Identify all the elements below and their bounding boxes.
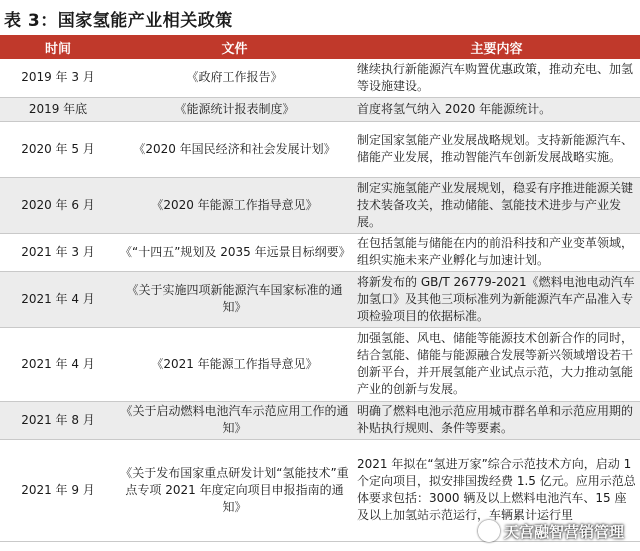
cell-content: 将新发布的 GB/T 26779-2021《燃料电池电动汽车加氢口》及其他三项标准列为新能源汽车产品准入专项检验项目的依据标准。 [353, 271, 640, 327]
policy-table [0, 35, 640, 542]
cell-time: 2021 年 8 月 [0, 401, 116, 439]
table-row [0, 271, 640, 327]
cell-time: 2021 年 3 月 [0, 233, 116, 271]
cell-time: 2020 年 6 月 [0, 177, 116, 233]
cell-time: 2021 年 4 月 [0, 271, 116, 327]
cell-document: 《2021 年能源工作指导意见》 [116, 327, 353, 401]
header-time: 时间 [0, 35, 116, 59]
cell-document: 《政府工作报告》 [116, 59, 353, 97]
cell-content: 2021 年拟在“氢进万家”综合示范技术方向，启动 1 个定向项目，拟安排国拨经费 1.5 亿元。应用示范总体要求包括：3000 辆及以上燃料电池汽车、15 座及以上加氢站示范运行，车辆累计运行里 [353, 439, 640, 541]
cell-document: 《2020 年国民经济和社会发展计划》 [116, 121, 353, 177]
header-document: 文件 [116, 35, 353, 59]
cell-document: 《关于实施四项新能源汽车国家标准的通知》 [116, 271, 353, 327]
cell-content: 明确了燃料电池示范应用城市群名单和示范应用期的补贴执行规则、条件等要素。 [353, 401, 640, 439]
cell-document: 《“十四五”规划及 2035 年远景目标纲要》 [116, 233, 353, 271]
cell-content: 首度将氢气纳入 2020 年能源统计。 [353, 97, 640, 121]
cell-time: 2019 年底 [0, 97, 116, 121]
table-row [0, 401, 640, 439]
cell-time: 2020 年 5 月 [0, 121, 116, 177]
cell-content: 加强氢能、风电、储能等能源技术创新合作的同时，结合氢能、储能与能源融合发展等新兴领域增设若干创新平台，并开展氢能产业试点示范，大力推动氢能产业的创新与发展。 [353, 327, 640, 401]
table-row [0, 97, 640, 121]
watermark-text: 天宫融智营销管理 [503, 522, 624, 541]
cell-time: 2021 年 4 月 [0, 327, 116, 401]
cell-time: 2019 年 3 月 [0, 59, 116, 97]
table-header-row [0, 35, 640, 59]
cell-time: 2021 年 9 月 [0, 439, 116, 541]
cell-content: 在包括氢能与储能在内的前沿科技和产业变革领域，组织实施未来产业孵化与加速计划。 [353, 233, 640, 271]
header-content: 主要内容 [353, 35, 640, 59]
cell-content: 制定国家氢能产业发展战略规划。支持新能源汽车、储能产业发展，推动智能汽车创新发展战略实施。 [353, 121, 640, 177]
cell-document: 《2020 年能源工作指导意见》 [116, 177, 353, 233]
cell-content: 制定实施氢能产业发展规划，稳妥有序推进能源关键技术装备攻关，推动储能、氢能技术进步与产业发展。 [353, 177, 640, 233]
table-row [0, 177, 640, 233]
table-row [0, 59, 640, 97]
cell-document: 《关于发布国家重点研发计划“氢能技术”重点专项 2021 年度定向项目申报指南的通知》 [116, 439, 353, 541]
cell-document: 《关于启动燃料电池汽车示范应用工作的通知》 [116, 401, 353, 439]
table-row [0, 233, 640, 271]
watermark [478, 520, 624, 542]
cell-document: 《能源统计报表制度》 [116, 97, 353, 121]
table-row [0, 327, 640, 401]
table-title: 表 3：国家氢能产业相关政策 [4, 11, 233, 31]
table-row [0, 121, 640, 177]
wechat-logo-icon [478, 520, 500, 542]
cell-content: 继续执行新能源汽车购置优惠政策，推动充电、加氢等设施建设。 [353, 59, 640, 97]
